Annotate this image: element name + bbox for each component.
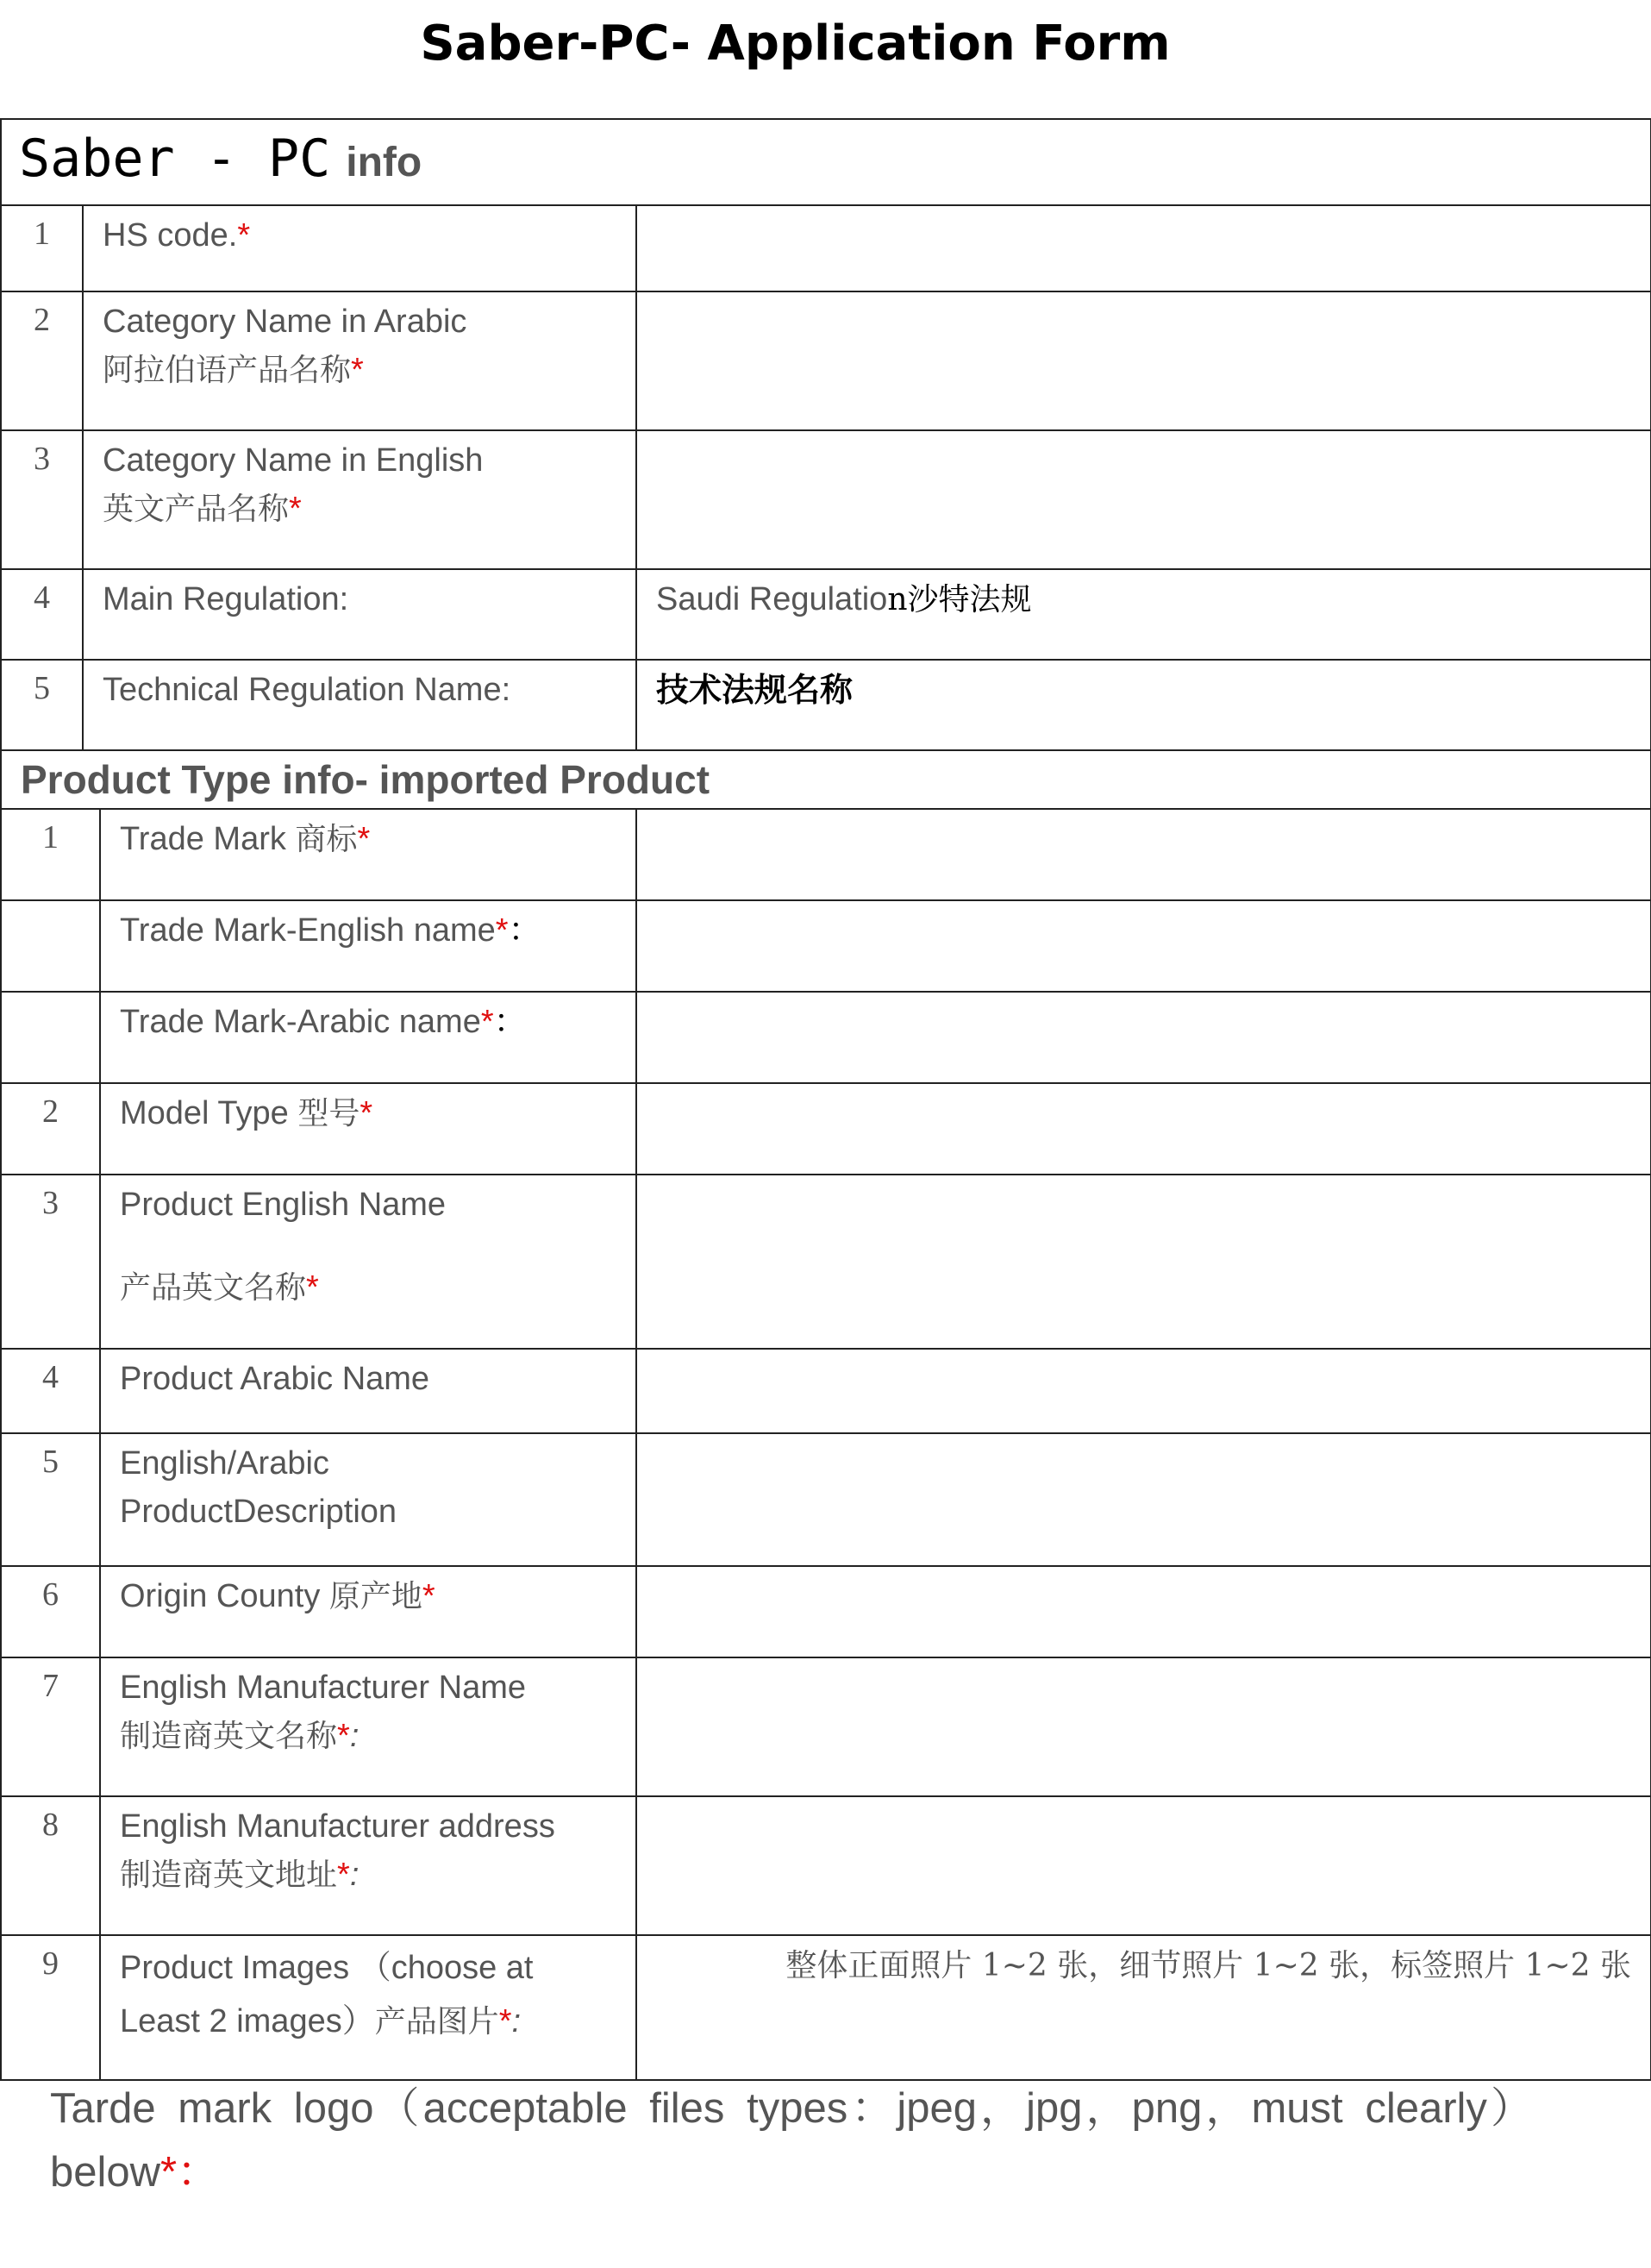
page-title: Saber-PC- Application Form	[420, 16, 1171, 72]
form-row-model-type	[1, 1083, 1651, 1175]
row-number: 5	[1, 1433, 100, 1566]
row-number: 8	[1, 1796, 100, 1935]
form-row-product-description	[1, 1433, 1651, 1566]
manufacturer-address-input[interactable]	[636, 1796, 1651, 1935]
field-label: Technical Regulation Name:	[83, 660, 636, 750]
section-heading-mono: Saber - PC	[19, 128, 331, 189]
form-row-product-images	[1, 1935, 1651, 2080]
product-images-upload[interactable]: 整体正面照片 1~2 张，细节照片 1~2 张，标签照片 1~2 张	[636, 1935, 1651, 2080]
form-row-hs-code	[1, 205, 1651, 291]
manufacturer-name-input[interactable]	[636, 1657, 1651, 1796]
field-label: Model Type 型号*	[100, 1083, 636, 1175]
product-english-name-input[interactable]	[636, 1175, 1651, 1349]
row-number: 2	[1, 291, 83, 430]
field-label: Trade Mark 商标*	[100, 809, 636, 900]
row-number: 4	[1, 1349, 100, 1433]
form-row-origin-country	[1, 1566, 1651, 1657]
field-label: English Manufacturer address 制造商英文地址*:	[100, 1796, 636, 1935]
section-heading-info: info	[346, 140, 422, 185]
trade-mark-logo-note: Tarde mark logo（acceptable files types：jpeg，jpg，png，must clearly）below*：	[50, 2085, 1533, 2196]
form-row-category-arabic	[1, 291, 1651, 430]
form-row-category-english	[1, 430, 1651, 569]
trade-mark-english-input[interactable]	[636, 900, 1651, 992]
row-number: 6	[1, 1566, 100, 1657]
form-row-technical-regulation	[1, 660, 1651, 750]
origin-country-input[interactable]	[636, 1566, 1651, 1657]
row-number: 7	[1, 1657, 100, 1796]
row-number: 1	[1, 205, 83, 291]
product-description-input[interactable]	[636, 1433, 1651, 1566]
field-label: Product Images （choose at Least 2 images）产品图片*:	[100, 1935, 636, 2080]
form-row-manufacturer-address	[1, 1796, 1651, 1935]
field-label: HS code.*	[83, 205, 636, 291]
section-saber-pc-info-header	[1, 119, 1651, 205]
row-number: 4	[1, 569, 83, 660]
field-label: Category Name in English 英文产品名称*	[83, 430, 636, 569]
row-number: 5	[1, 660, 83, 750]
field-label: Trade Mark-English name*：	[100, 900, 636, 992]
model-type-input[interactable]	[636, 1083, 1651, 1175]
product-arabic-name-input[interactable]	[636, 1349, 1651, 1433]
form-row-trade-mark-english	[1, 900, 1651, 992]
row-number: 1	[1, 809, 100, 900]
section-product-type-header: Product Type info- imported Product	[1, 750, 1651, 809]
application-form-table	[0, 118, 1651, 2081]
form-row-trade-mark	[1, 809, 1651, 900]
field-label: Product Arabic Name	[100, 1349, 636, 1433]
row-number: 2	[1, 1083, 100, 1175]
field-label: Category Name in Arabic 阿拉伯语产品名称*	[83, 291, 636, 430]
field-label: English Manufacturer Name 制造商英文名称*:	[100, 1657, 636, 1796]
row-number: 9	[1, 1935, 100, 2080]
trade-mark-arabic-input[interactable]	[636, 992, 1651, 1083]
category-english-input[interactable]	[636, 430, 1651, 569]
form-row-main-regulation	[1, 569, 1651, 660]
main-regulation-value[interactable]: Saudi Regulation沙特法规	[636, 569, 1651, 660]
field-label: Main Regulation:	[83, 569, 636, 660]
field-label: English/Arabic ProductDescription	[100, 1433, 636, 1566]
form-row-product-arabic-name	[1, 1349, 1651, 1433]
field-label: Origin County 原产地*	[100, 1566, 636, 1657]
category-arabic-input[interactable]	[636, 291, 1651, 430]
row-number: 3	[1, 1175, 100, 1349]
form-row-product-english-name	[1, 1175, 1651, 1349]
trade-mark-input[interactable]	[636, 809, 1651, 900]
row-number: 3	[1, 430, 83, 569]
row-number	[1, 992, 100, 1083]
field-label: Trade Mark-Arabic name*：	[100, 992, 636, 1083]
technical-regulation-value[interactable]: 技术法规名称	[636, 660, 1651, 750]
row-number	[1, 900, 100, 992]
form-row-manufacturer-name	[1, 1657, 1651, 1796]
field-label: Product English Name 产品英文名称*	[100, 1175, 636, 1349]
hs-code-input[interactable]	[636, 205, 1651, 291]
form-row-trade-mark-arabic	[1, 992, 1651, 1083]
